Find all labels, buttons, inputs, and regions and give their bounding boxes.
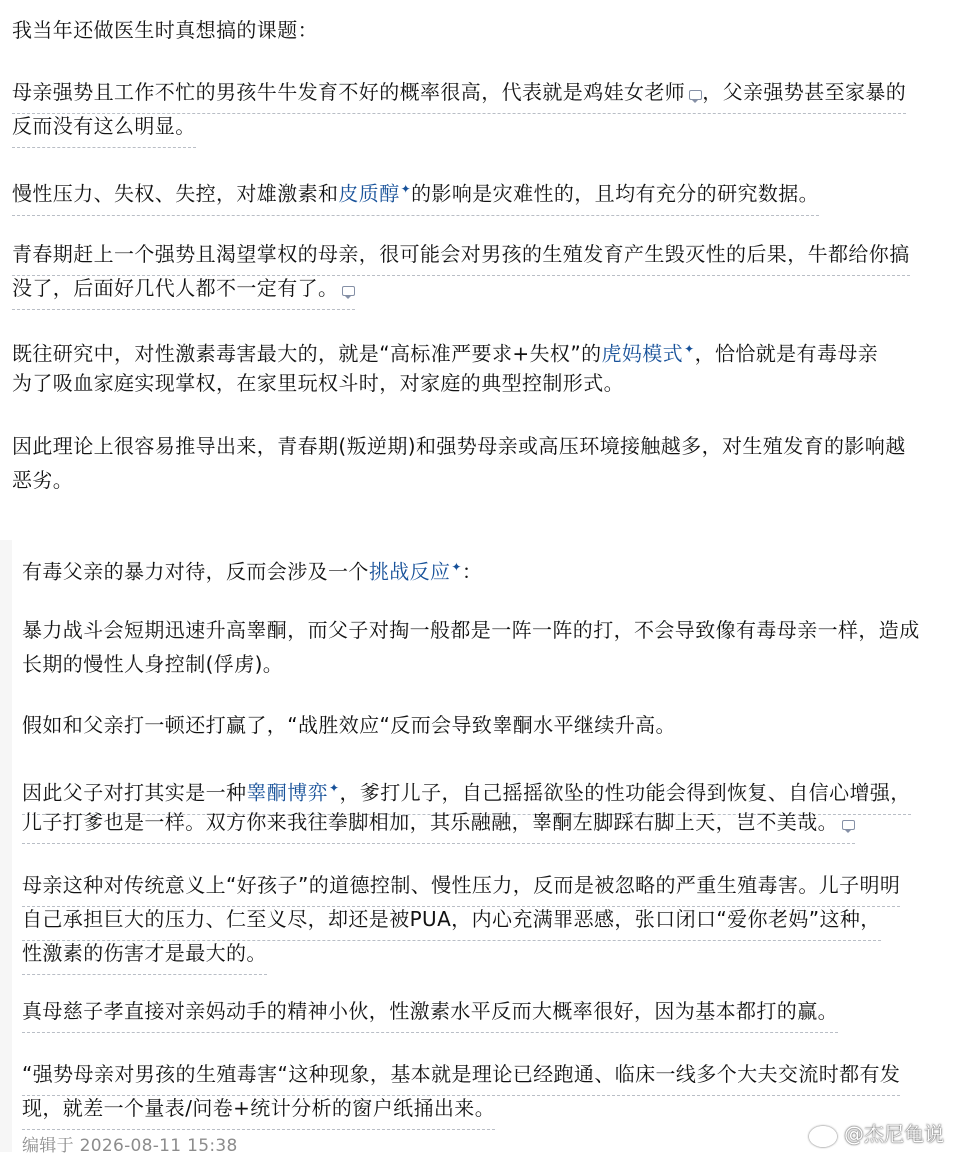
paragraph-line xyxy=(22,550,482,589)
sparkle-icon: ✦ xyxy=(400,182,412,196)
text: ，爹打儿子，自己摇摇欲坠的性功能会得到恢复、自信心增强， xyxy=(339,780,911,805)
text: 真母慈子孝直接对亲妈动手的精神小伙，性激素水平反而大概率很好，因为基本都打的赢。 xyxy=(22,999,838,1023)
text: “强势母亲对男孩的生殖毒害“这种现象，基本就是理论已经跑通、临床一线多个大夫交流时都有发 xyxy=(22,1062,901,1086)
answer-section-bottom xyxy=(0,540,966,1152)
answer-section-top xyxy=(0,0,966,540)
text: 性激素的伤害才是最大的。 xyxy=(22,941,267,965)
comment-icon[interactable] xyxy=(689,90,702,100)
text: 我当年还做医生时真想搞的课题： xyxy=(12,18,318,42)
paragraph-line xyxy=(12,172,819,216)
paragraph-line xyxy=(12,429,906,463)
comment-icon[interactable] xyxy=(342,286,355,296)
text: 因此理论上很容易推导出来，青春期(叛逆期)和强势母亲或高压环境接触越多，对生殖发育的影响越 xyxy=(12,434,906,458)
paragraph-line xyxy=(22,613,920,647)
text: 假如和父亲打一顿还打赢了，“战胜效应“反而会导致睾酮水平继续升高。 xyxy=(22,713,676,737)
keyword-link-challenge-response[interactable]: 挑战反应 xyxy=(368,559,451,584)
text: 儿子打爹也是一样。双方你来我往拳脚相加，其乐融融，睾酮左脚踩右脚上天，岂不美哉。 xyxy=(22,810,838,834)
text: 青春期赶上一个强势且渴望掌权的母亲，很可能会对男孩的生殖发育产生毁灭性的后果，牛都给你搞 xyxy=(12,242,910,266)
text: ，恰恰就是有毒母亲 xyxy=(694,341,879,366)
paragraph-line xyxy=(22,1091,495,1130)
paragraph-line xyxy=(12,109,196,148)
text: 现，就差一个量表/问卷+统计分析的窗户纸捅出来。 xyxy=(22,1096,496,1120)
text: 为了吸血家庭实现掌权，在家里玩权斗时，对家庭的典型控制形式。 xyxy=(12,371,624,395)
keyword-link-testosterone-game[interactable]: 睾酮博弈 xyxy=(246,780,329,805)
text: 自己承担巨大的压力、仁至义尽，却还是被PUA，内心充满罪恶感，张口闭口“爱你老妈”这种， xyxy=(22,907,881,931)
text: 母亲这种对传统意义上“好孩子”的道德控制、慢性压力，反而是被忽略的严重生殖毒害。儿子明明 xyxy=(22,873,901,897)
text: ，父亲强势甚至家暴的 xyxy=(702,80,907,104)
text: 有毒父亲的暴力对待，反而会涉及一个 xyxy=(22,559,369,584)
weibo-logo-icon xyxy=(808,1120,838,1144)
paragraph-line xyxy=(12,332,878,371)
paragraph-line xyxy=(22,647,283,681)
text: 暴力战斗会短期迅速升高睾酮，而父子对掏一般都是一阵一阵的打，不会导致像有毒母亲一样，造成 xyxy=(22,618,920,642)
paragraph-line xyxy=(22,936,267,975)
sparkle-icon: ✦ xyxy=(329,781,340,795)
text: 恶劣。 xyxy=(12,468,74,492)
text: 因此父子对打其实是一种 xyxy=(22,780,247,805)
weibo-watermark xyxy=(808,1117,966,1147)
keyword-link-cortisol[interactable]: 皮质醇 xyxy=(338,181,400,206)
text: 的影响是灾难性的，且均有充分的研究数据。 xyxy=(411,181,820,206)
watermark-text: @杰尼龟说 xyxy=(844,1121,944,1146)
paragraph-line xyxy=(22,708,676,742)
sparkle-icon: ✦ xyxy=(684,342,695,356)
keyword-link-tiger-mom[interactable]: 虎妈模式 xyxy=(601,341,684,366)
paragraph-line xyxy=(12,366,624,400)
edited-timestamp: 编辑于 2026-08-11 15:38 xyxy=(22,1136,238,1156)
text: 慢性压力、失权、失控，对雄激素和 xyxy=(12,181,339,206)
paragraph-line xyxy=(12,271,355,310)
text: ： xyxy=(461,559,483,584)
text: 没了，后面好几代人都不一定有了。 xyxy=(12,276,339,300)
paragraph-intro xyxy=(12,13,318,47)
paragraph-line xyxy=(22,805,855,844)
paragraph-line xyxy=(22,994,838,1033)
comment-icon[interactable] xyxy=(842,820,855,830)
text: 反而没有这么明显。 xyxy=(12,114,196,138)
paragraph-line xyxy=(12,463,73,497)
text: 既往研究中，对性激素毒害最大的，就是“高标准严要求+失权”的 xyxy=(12,341,602,366)
text: 长期的慢性人身控制(俘虏)。 xyxy=(22,652,284,676)
text: 母亲强势且工作不忙的男孩牛牛发育不好的概率很高，代表就是鸡娃女老师 xyxy=(12,80,686,104)
sparkle-icon: ✦ xyxy=(451,560,462,574)
